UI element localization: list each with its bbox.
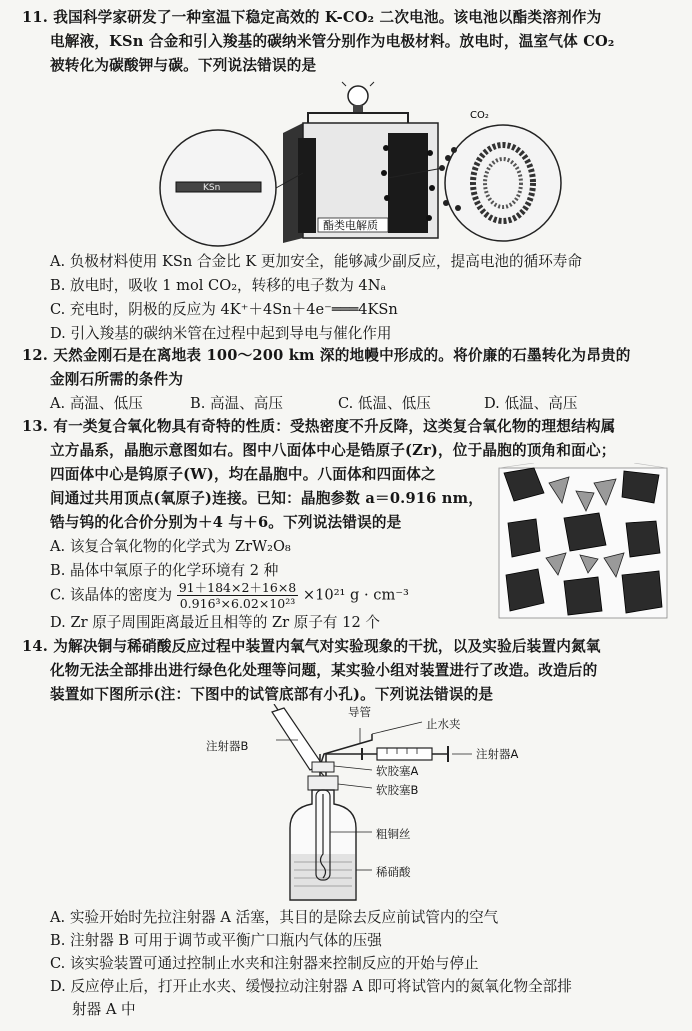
q12-option-d[interactable]: D. 低温、高压 bbox=[484, 395, 578, 412]
q12-stem-line-1 bbox=[22, 346, 631, 366]
density-fraction bbox=[177, 580, 299, 611]
q11-option-a[interactable]: A. 负极材料使用 KSn 合金比 K 更加安全，能够减少副反应，提高电池的循环寿命 bbox=[50, 253, 582, 270]
electrolyte-label: 酯类电解质 bbox=[323, 219, 378, 232]
label-stopper-a: 软胶塞A bbox=[376, 764, 419, 778]
q13-stem-line-1 bbox=[22, 417, 615, 437]
q13-option-d[interactable]: D. Zr 原子周围距离最近且相等的 Zr 原子有 12 个 bbox=[50, 614, 380, 631]
q11-stem-text-1: 我国科学家研发了一种室温下稳定高效的 K-CO₂ 二次电池。该电池以酯类溶剂作为 bbox=[53, 9, 602, 26]
q14-stem-line-1 bbox=[22, 637, 601, 657]
q12-number: 12. bbox=[22, 347, 48, 364]
q11-option-b[interactable]: B. 放电时，吸收 1 mol CO₂，转移的电子数为 4Nₐ bbox=[50, 277, 387, 294]
q11-stem-line-1 bbox=[22, 8, 601, 28]
q13-stem-line-5: 锆与钨的化合价分别为＋4 与＋6。下列说法错误的是 bbox=[50, 514, 402, 531]
q14-stem-text-1: 为解决铜与稀硝酸反应过程中装置内氧气对实验现象的干扰，以及实验后装置内氮氧 bbox=[53, 638, 601, 655]
density-numerator: 91＋184×2＋16×8 bbox=[178, 580, 297, 595]
q11-stem-line-3: 被转化为碳酸钾与碳。下列说法错误的是 bbox=[50, 57, 317, 74]
co2-label: CO₂ bbox=[470, 110, 489, 121]
label-dilute-nitric-acid: 稀硝酸 bbox=[376, 865, 411, 879]
q13-option-a[interactable]: A. 该复合氧化物的化学式为 ZrW₂O₈ bbox=[50, 538, 291, 555]
q12-option-b[interactable]: B. 高温、高压 bbox=[190, 395, 283, 412]
q13-option-b[interactable]: B. 晶体中氧原子的化学环境有 2 种 bbox=[50, 562, 279, 579]
q12-option-a[interactable]: A. 高温、低压 bbox=[50, 395, 143, 412]
q13-stem-line-2: 立方晶系，晶胞示意图如右。图中八面体中心是锆原子(Zr)，位于晶胞的顶角和面心； bbox=[50, 442, 616, 459]
q14-option-a[interactable]: A. 实验开始时先拉注射器 A 活塞，其目的是除去反应前试管内的空气 bbox=[50, 909, 499, 926]
q14-option-b[interactable]: B. 注射器 B 可用于调节或平衡广口瓶内气体的压强 bbox=[50, 932, 382, 949]
q13-option-c-prefix: C. 该晶体的密度为 bbox=[50, 586, 173, 604]
q13-option-c-suffix: ×10²¹ g · cm⁻³ bbox=[302, 586, 409, 604]
q13-stem-text-1: 有一类复合氧化物具有奇特的性质：受热密度不升反降，这类复合氧化物的理想结构属 bbox=[53, 418, 616, 435]
q13-stem-line-3: 四面体中心是钨原子(W)，均在晶胞中。八面体和四面体之 bbox=[50, 466, 436, 483]
q13-option-c[interactable] bbox=[50, 580, 409, 611]
q12-option-c[interactable]: C. 低温、低压 bbox=[338, 395, 431, 412]
crystal-cell-figure bbox=[494, 463, 672, 623]
q12-stem-line-2: 金刚石所需的条件为 bbox=[50, 371, 184, 388]
q14-stem-line-2: 化物无法全部排出进行绿色化处理等问题，某实验小组对装置进行了改造。改造后的 bbox=[50, 662, 598, 679]
q14-option-d[interactable]: D. 反应停止后，打开止水夹、缓慢拉动注射器 A 即可将试管内的氮氧化物全部排 bbox=[50, 978, 572, 995]
q13-number: 13. bbox=[22, 418, 48, 435]
apparatus-figure bbox=[262, 704, 562, 904]
q11-option-d[interactable]: D. 引入羧基的碳纳米管在过程中起到导电与催化作用 bbox=[50, 325, 392, 342]
q14-option-c[interactable]: C. 该实验装置可通过控制止水夹和注射器来控制反应的开始与停止 bbox=[50, 955, 479, 972]
label-guide-tube: 导管 bbox=[348, 705, 371, 719]
label-syringe-a: 注射器A bbox=[476, 747, 519, 761]
density-denominator: 0.916³×6.02×10²³ bbox=[179, 596, 296, 611]
label-clamp: 止水夹 bbox=[426, 717, 461, 731]
k-co2-battery-figure bbox=[158, 78, 578, 248]
q13-stem-line-4: 间通过共用顶点(氧原子)连接。已知：晶胞参数 a＝0.916 nm， bbox=[50, 490, 484, 507]
q14-option-d-cont: 射器 A 中 bbox=[72, 1001, 136, 1018]
label-copper-wire: 粗铜丝 bbox=[376, 827, 411, 841]
ksn-label: KSn bbox=[203, 183, 221, 193]
q14-number: 14. bbox=[22, 638, 48, 655]
label-stopper-b: 软胶塞B bbox=[376, 783, 419, 797]
q11-option-c[interactable]: C. 充电时，阴极的反应为 4K⁺＋4Sn＋4e⁻═══4KSn bbox=[50, 301, 398, 318]
q11-number: 11. bbox=[22, 9, 48, 26]
light-bulb-icon bbox=[342, 82, 374, 113]
q14-stem-line-3: 装置如下图所示(注：下图中的试管底部有小孔)。下列说法错误的是 bbox=[50, 686, 494, 703]
q12-stem-text-1: 天然金刚石是在离地表 100～200 km 深的地幔中形成的。将价廉的石墨转化为昂贵的 bbox=[53, 347, 631, 364]
q11-stem-line-2: 电解液，KSn 合金和引入羧基的碳纳米管分别作为电极材料。放电时，温室气体 CO₂ bbox=[50, 33, 615, 50]
label-syringe-b: 注射器B bbox=[206, 739, 249, 753]
